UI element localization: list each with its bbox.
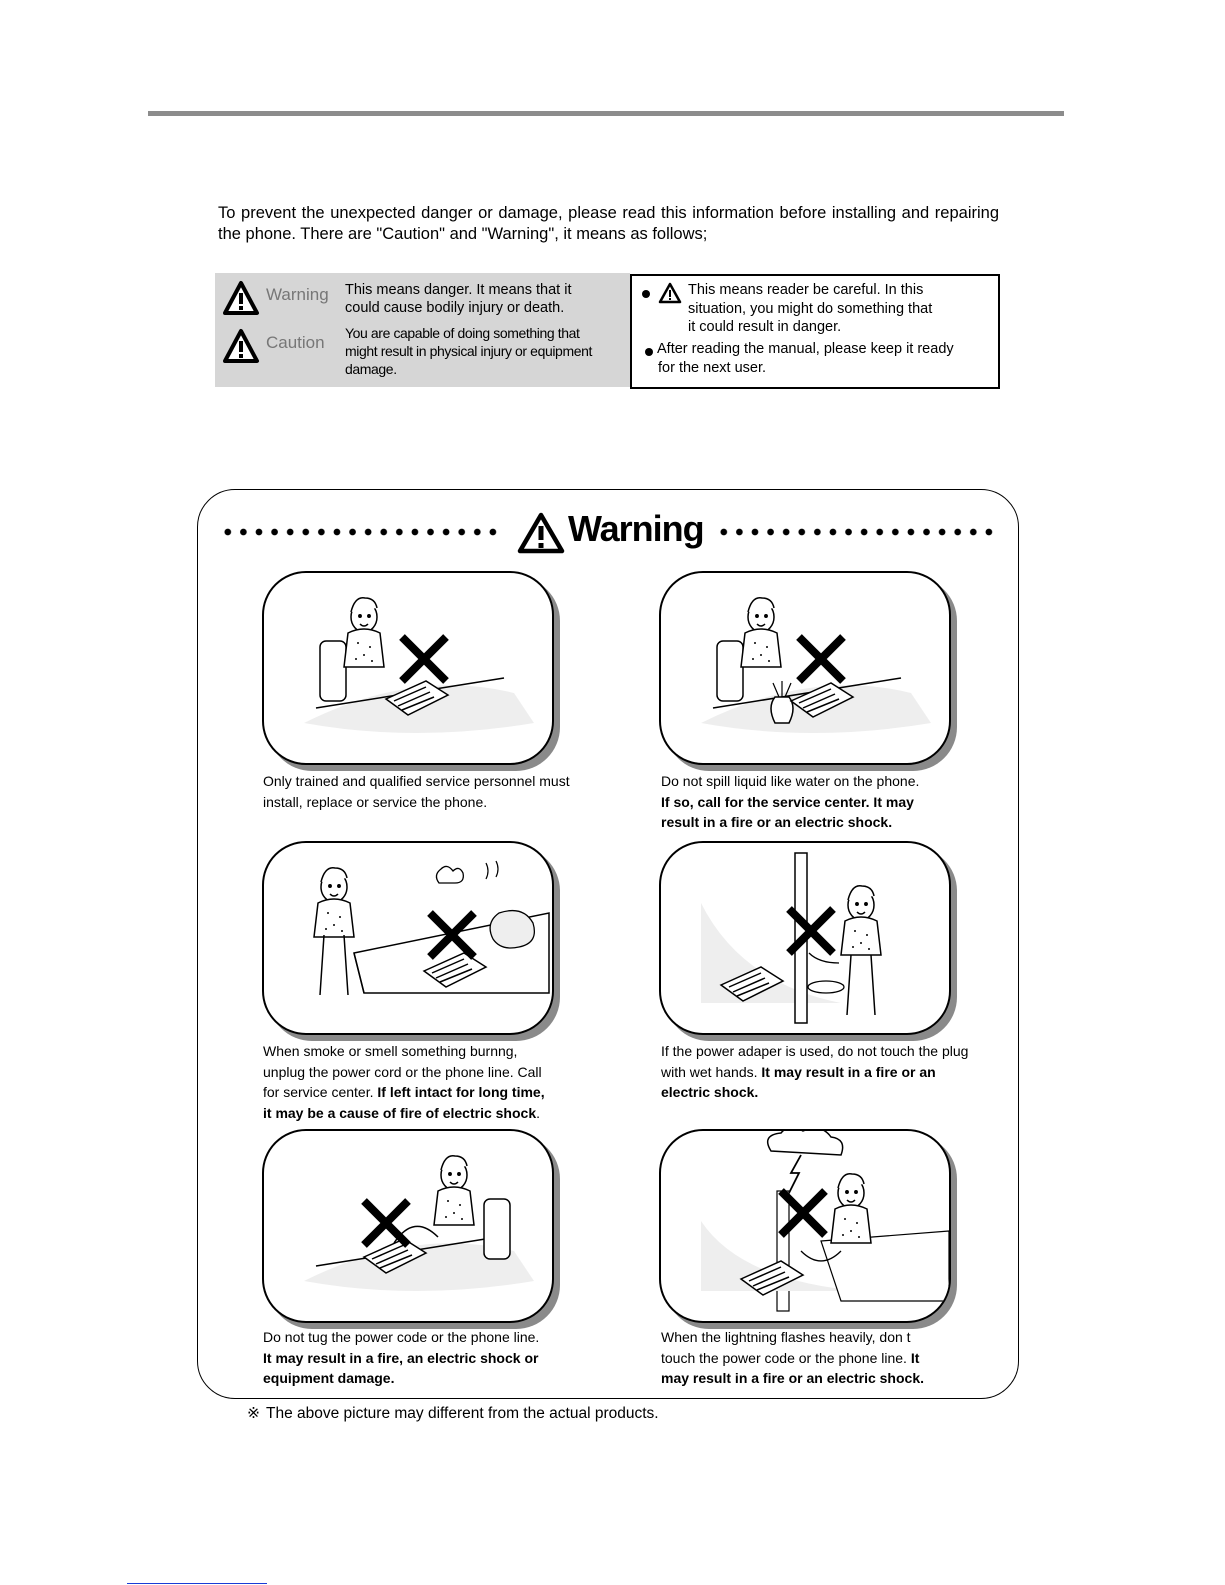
header-rule [148, 111, 1064, 116]
bullet-icon [645, 348, 653, 356]
warning-definition-line: could cause bodily injury or death. [345, 300, 565, 316]
note-line: it could result in danger. [688, 319, 842, 335]
smoke-from-phone-illustration [264, 843, 552, 1033]
caption-line [263, 1348, 603, 1369]
bullet-icon [642, 290, 650, 298]
warning-caption [661, 771, 1001, 833]
caption-line [661, 812, 1001, 833]
note-line: After reading the manual, please keep it ready [657, 341, 954, 357]
warning-caption [263, 1327, 603, 1389]
legend-notes [630, 274, 1000, 389]
tugging-phone-cord-illustration [264, 1131, 552, 1321]
caption-line [661, 1368, 1001, 1389]
caption-text: Do not spill liquid like water on the phone. [661, 773, 920, 789]
warning-panel-heading: Warning [568, 508, 704, 549]
caption-emphasis: may result in a fire or an electric shock. [661, 1370, 924, 1386]
note-careful [688, 281, 932, 337]
caption-line [661, 1348, 1001, 1369]
caption-line [661, 792, 1001, 813]
caption-text: . [536, 1104, 540, 1121]
caution-triangle-icon [222, 328, 260, 364]
person-repairing-phone-illustration [264, 573, 552, 763]
caption-line [661, 1041, 1001, 1062]
wet-hands-at-plug-illustration [661, 843, 949, 1033]
caption-line [263, 771, 603, 792]
caption-line [263, 1062, 603, 1083]
dotted-divider [220, 527, 502, 537]
caption-emphasis: it may be a cause of fire of electric shock [263, 1104, 537, 1121]
caution-definition [345, 324, 625, 378]
warning-triangle-icon [658, 282, 682, 304]
caption-text: for service center. [263, 1084, 378, 1100]
caption-emphasis: result in a fire or an electric shock. [661, 814, 893, 830]
warning-illustration-lightning-storm [659, 1129, 951, 1323]
caution-definition-line: damage. [345, 361, 397, 377]
caption-emphasis: equipment damage. [263, 1370, 395, 1386]
caption-emphasis: If so, call for the service center. It may [661, 793, 914, 810]
link-underline [127, 1583, 267, 1584]
caption-line [263, 1327, 603, 1348]
caption-line [661, 1062, 1001, 1083]
note-keep-manual [657, 340, 954, 377]
caption-line [661, 1082, 1001, 1103]
caption-text: unplug the power cord or the phone line. Call [263, 1063, 542, 1080]
caption-line [263, 1368, 603, 1389]
footnote-text: The above picture may different from the actual products. [266, 1405, 659, 1422]
note-line: for the next user. [658, 359, 767, 376]
caption-emphasis: If left intact for long time, [377, 1084, 545, 1100]
caption-text: Do not tug the power code or the phone line. [263, 1329, 540, 1345]
caution-definition-line: You are capable of doing something that [345, 325, 580, 341]
caption-text: When smoke or smell something burnng, [263, 1043, 518, 1059]
caption-emphasis: electric shock. [661, 1084, 759, 1100]
caption-text: Only trained and qualified service personnel must [263, 773, 570, 789]
caution-term-label: Caution [266, 333, 325, 352]
legend-warning-term [215, 275, 340, 319]
vase-spilling-on-phone-illustration [661, 573, 949, 763]
caption-emphasis: It may result in a fire, an electric shock or [263, 1349, 539, 1366]
intro-paragraph: To prevent the unexpected danger or damage, please read this information before installing and repairing the phone. There are "Caution" and "Warning", it means as follows; [218, 204, 999, 243]
warning-triangle-icon [517, 512, 565, 554]
caption-text: with wet hands. [661, 1063, 762, 1080]
warning-term-label: Warning [266, 285, 329, 304]
reference-mark: ※ [247, 1405, 260, 1422]
note-line: situation, you might do something that [688, 300, 933, 317]
caption-text: If the power adaper is used, do not touch the plug [661, 1043, 969, 1059]
caption-emphasis: It [910, 1349, 920, 1366]
warning-illustration-person-repairing-phone [262, 571, 554, 765]
caption-text: When the lightning flashes heavily, don t [661, 1329, 911, 1345]
warning-caption [661, 1041, 1001, 1103]
legend-definitions [215, 273, 630, 387]
warning-caption [661, 1327, 1001, 1389]
caption-text: install, replace or service the phone. [263, 793, 488, 810]
warning-triangle-icon [222, 280, 260, 316]
warning-illustration-vase-spilling-on-phone [659, 571, 951, 765]
warning-definition-line: This means danger. It means that it [345, 282, 572, 298]
warning-illustration-smoke-from-phone [262, 841, 554, 1035]
warning-illustration-tugging-phone-cord [262, 1129, 554, 1323]
caption-line [661, 1327, 1001, 1348]
warning-caption [263, 771, 603, 812]
note-line: This means reader be careful. In this [688, 282, 924, 298]
caption-line [263, 1041, 603, 1062]
footnote [247, 1404, 659, 1423]
caption-line [263, 1103, 603, 1124]
caption-emphasis: It may result in a fire or an [761, 1063, 936, 1080]
warning-caption [263, 1041, 603, 1123]
lightning-storm-illustration [661, 1131, 949, 1321]
caption-line [661, 771, 1001, 792]
warning-definition [345, 281, 625, 317]
dotted-divider [716, 527, 998, 537]
legend-caution-term [215, 323, 340, 367]
caption-line [263, 1082, 603, 1103]
caution-definition-line: might result in physical injury or equipment [345, 343, 592, 359]
caption-line [263, 792, 603, 813]
warning-illustration-wet-hands-at-plug [659, 841, 951, 1035]
caption-text: touch the power code or the phone line. [661, 1349, 911, 1366]
